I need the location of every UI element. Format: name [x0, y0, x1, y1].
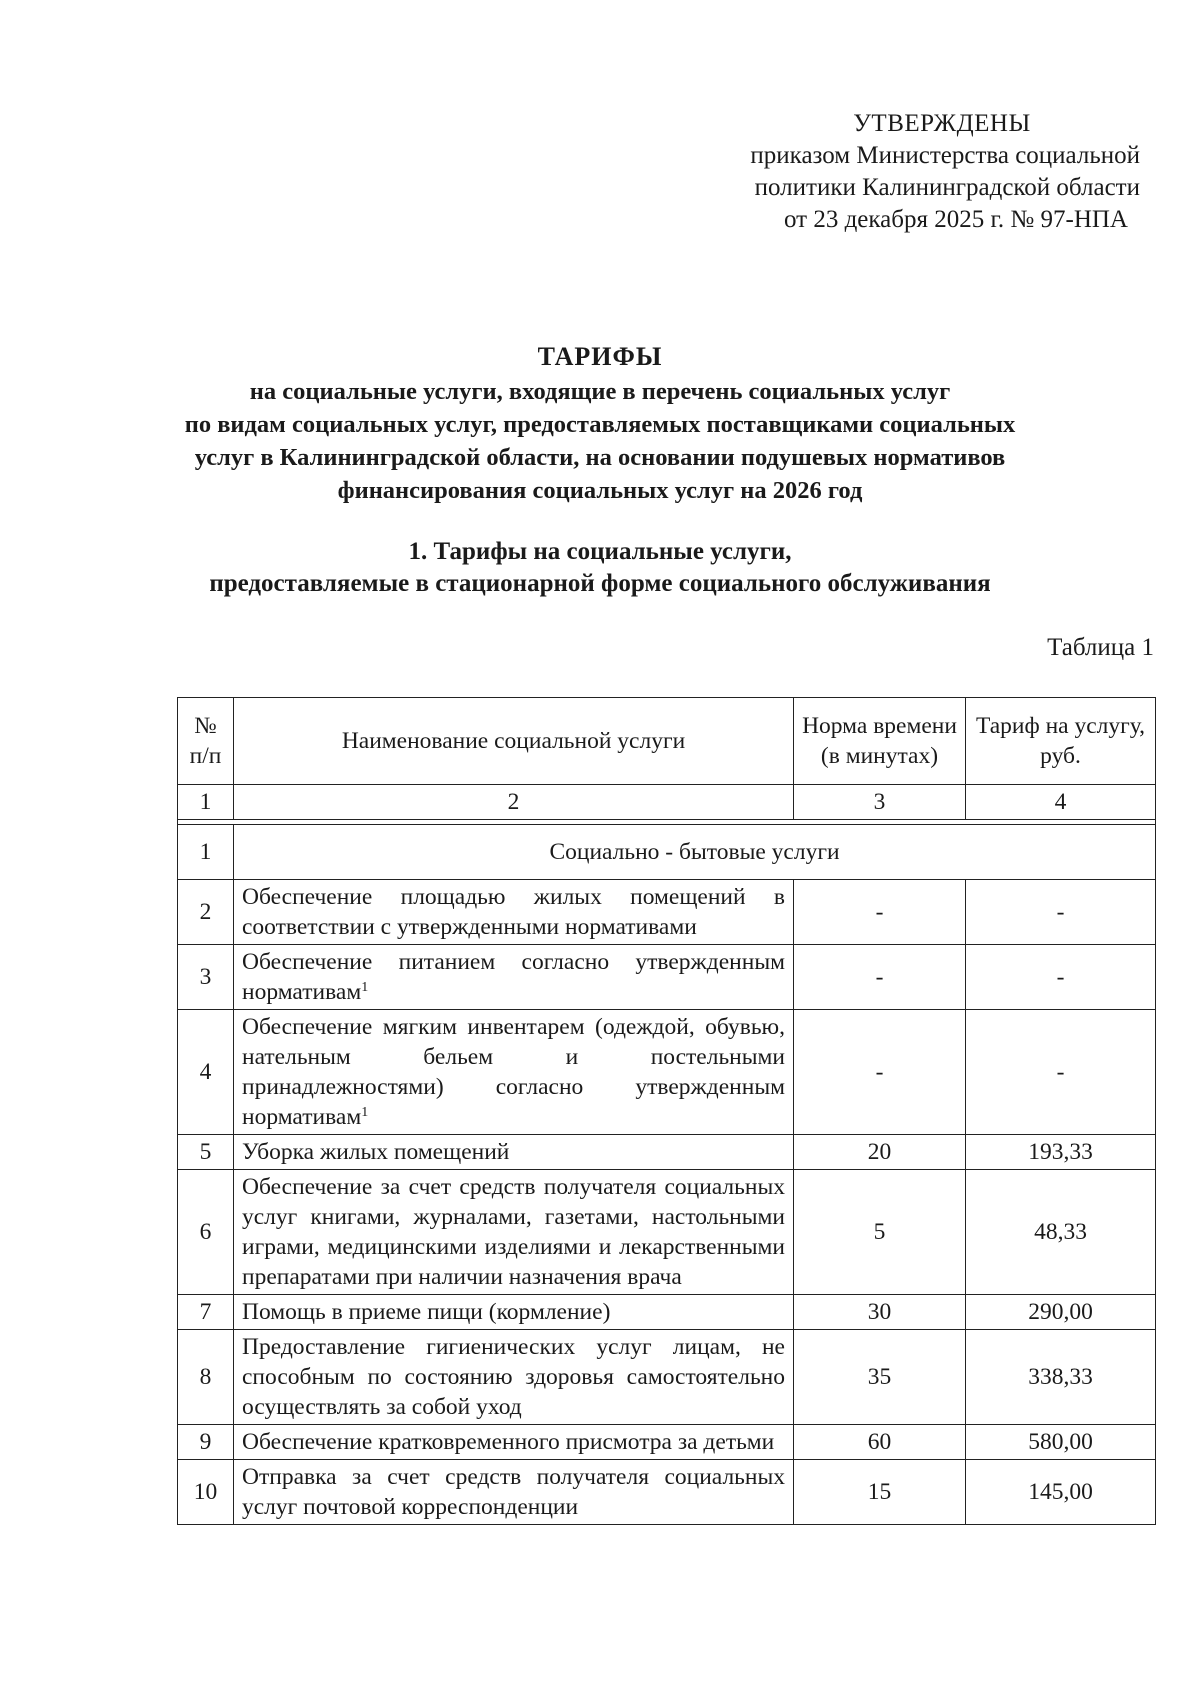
row-time-norm: -	[794, 880, 966, 945]
column-number: 4	[966, 785, 1156, 820]
row-number: 7	[178, 1295, 234, 1330]
row-number: 6	[178, 1170, 234, 1295]
row-time-norm: 35	[794, 1330, 966, 1425]
document-title	[150, 340, 1050, 507]
row-time-norm: 5	[794, 1170, 966, 1295]
row-tariff: 193,33	[966, 1135, 1156, 1170]
row-service-name	[234, 945, 794, 1010]
approval-stamp	[700, 108, 1140, 236]
row-number: 4	[178, 1010, 234, 1135]
column-number: 3	[794, 785, 966, 820]
row-number: 8	[178, 1330, 234, 1425]
row-time-norm: 30	[794, 1295, 966, 1330]
approval-line: приказом Министерства социальной	[750, 142, 1140, 169]
service-name-text: Обеспечение площадью жилых помещений в соответствии с утвержденными нормативами	[242, 884, 785, 940]
service-name-text: Предоставление гигиенических услуг лицам, не способным по состоянию здоровья самостоятельно осуществлять за собой уход	[242, 1334, 785, 1420]
row-service-name	[234, 1330, 794, 1425]
service-name-text: Обеспечение мягким инвентарем (одеждой, обувью, нательным бельем и постельными принадлежностями) согласно утвержденным нормативам	[242, 1014, 785, 1130]
row-tariff: -	[966, 945, 1156, 1010]
table-header-row	[178, 698, 1156, 785]
row-time-norm: 15	[794, 1460, 966, 1525]
approval-line: политики Калининградской области	[754, 174, 1140, 201]
table-row	[178, 880, 1156, 945]
row-time-norm: -	[794, 1010, 966, 1135]
table-row	[178, 1135, 1156, 1170]
row-time-norm: -	[794, 945, 966, 1010]
title-line: финансирования социальных услуг на 2026 год	[337, 477, 863, 504]
approval-heading: УТВЕРЖДЕНЫ	[853, 110, 1031, 137]
table-row	[178, 1295, 1156, 1330]
service-name-text: Обеспечение кратковременного присмотра за детьми	[242, 1429, 775, 1455]
table-body	[178, 880, 1156, 1525]
row-tariff: 48,33	[966, 1170, 1156, 1295]
row-tariff: 290,00	[966, 1295, 1156, 1330]
section-line: предоставляемые в стационарной форме социального обслуживания	[209, 570, 991, 597]
row-service-name	[234, 880, 794, 945]
row-service-name	[234, 1295, 794, 1330]
column-number: 1	[178, 785, 234, 820]
row-time-norm: 60	[794, 1425, 966, 1460]
title-line: на социальные услуги, входящие в перечень социальных услуг	[249, 378, 951, 405]
row-number: 9	[178, 1425, 234, 1460]
service-name-text: Помощь в приеме пищи (кормление)	[242, 1299, 611, 1325]
row-service-name	[234, 1135, 794, 1170]
row-service-name	[234, 1010, 794, 1135]
row-tariff: 145,00	[966, 1460, 1156, 1525]
table-row	[178, 1425, 1156, 1460]
row-tariff: 580,00	[966, 1425, 1156, 1460]
header-tariff: Тариф на услугу, руб.	[966, 698, 1156, 785]
row-tariff: -	[966, 1010, 1156, 1135]
category-num: 1	[178, 825, 234, 880]
table-label: Таблица 1	[1047, 634, 1154, 661]
service-name-text: Уборка жилых помещений	[242, 1139, 510, 1165]
approval-line: от 23 декабря 2025 г. № 97-НПА	[783, 206, 1128, 233]
row-tariff: -	[966, 880, 1156, 945]
service-name-text: Отправка за счет средств получателя социальных услуг почтовой корреспонденции	[242, 1464, 785, 1520]
header-num: № п/п	[178, 698, 234, 785]
row-number: 3	[178, 945, 234, 1010]
header-norm: Норма времени (в минутах)	[794, 698, 966, 785]
table-row	[178, 1460, 1156, 1525]
service-name-text: Обеспечение за счет средств получателя социальных услуг книгами, журналами, газетами, настольными играми, медицинскими изделиями и лекарственными препаратами при наличии назначения врача	[242, 1174, 785, 1290]
category-row	[178, 825, 1156, 880]
footnote-mark: 1	[361, 1105, 369, 1120]
row-service-name	[234, 1425, 794, 1460]
title-main: ТАРИФЫ	[537, 342, 663, 371]
section-title	[150, 536, 1050, 600]
row-service-name	[234, 1170, 794, 1295]
footnote-mark: 1	[361, 980, 369, 995]
row-number: 2	[178, 880, 234, 945]
tariffs-table	[177, 697, 1156, 1525]
row-tariff: 338,33	[966, 1330, 1156, 1425]
table-row	[178, 1330, 1156, 1425]
table-row	[178, 945, 1156, 1010]
row-service-name	[234, 1460, 794, 1525]
row-number: 5	[178, 1135, 234, 1170]
title-line: услуг в Калининградской области, на основании подушевых нормативов	[194, 444, 1006, 471]
service-name-text: Обеспечение питанием согласно утвержденным нормативам	[242, 949, 785, 1005]
section-line: 1. Тарифы на социальные услуги,	[408, 538, 792, 565]
table-row	[178, 1010, 1156, 1135]
row-number: 10	[178, 1460, 234, 1525]
header-name: Наименование социальной услуги	[234, 698, 794, 785]
title-line: по видам социальных услуг, предоставляемых поставщиками социальных	[184, 411, 1016, 438]
table-row	[178, 1170, 1156, 1295]
column-number: 2	[234, 785, 794, 820]
column-number-row	[178, 785, 1156, 820]
category-name: Социально - бытовые услуги	[234, 825, 1156, 880]
row-time-norm: 20	[794, 1135, 966, 1170]
